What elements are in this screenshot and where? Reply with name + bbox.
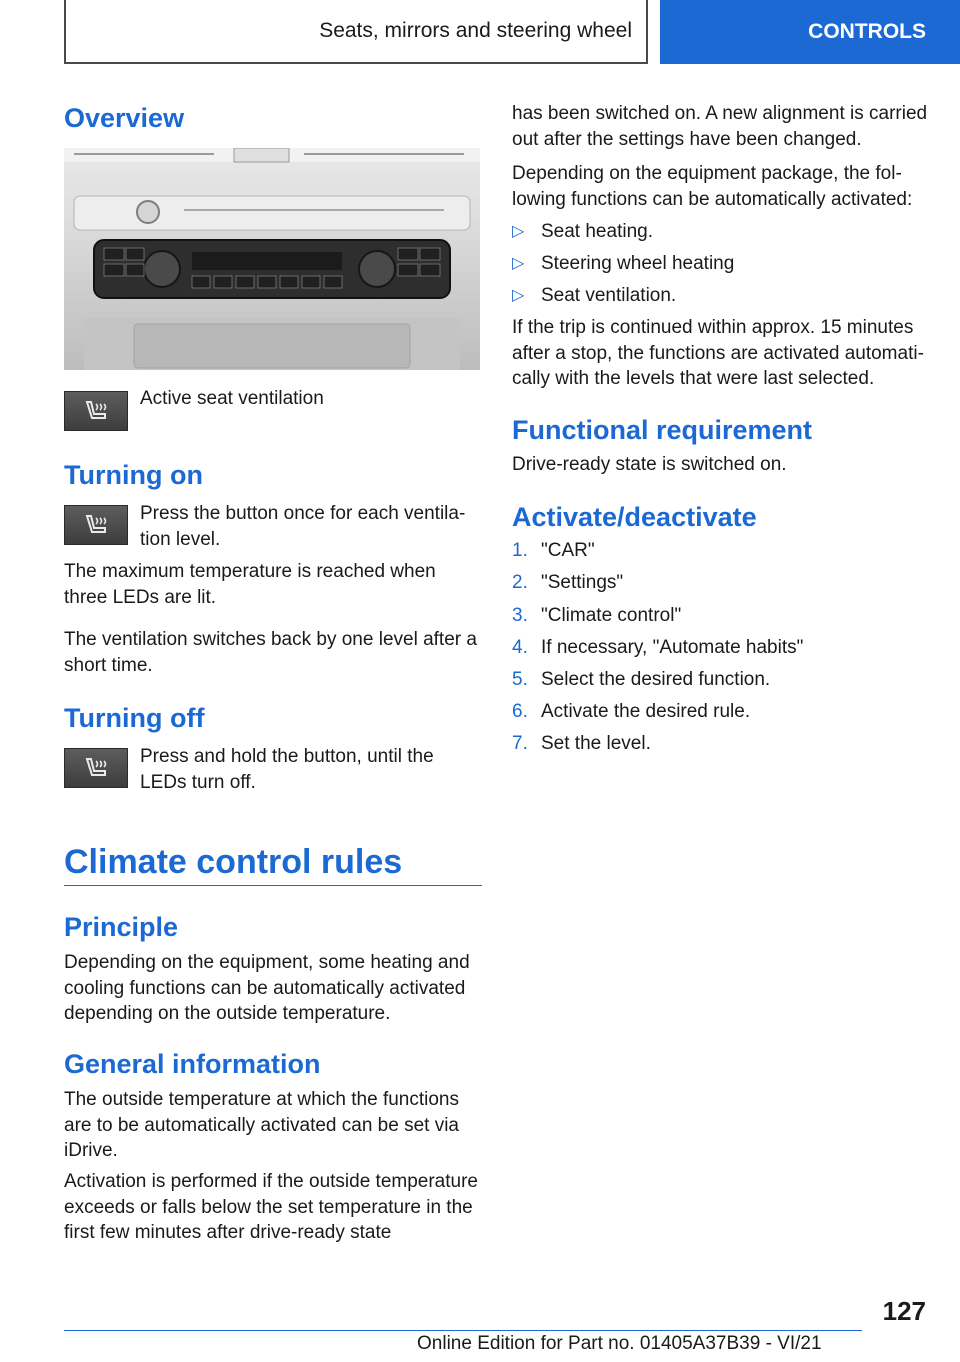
turning-off-instruction: Press and hold the button, until the LEDs turn off. (140, 746, 434, 793)
turning-on-paragraph: The ventilation switches back by one level after a short time. (64, 629, 477, 676)
activate-heading: Activate/deactivate (512, 502, 757, 532)
chapter-label: CONTROLS (808, 20, 926, 43)
chapter-tab (660, 0, 960, 64)
page-number: 127 (882, 1296, 926, 1326)
package-paragraph: Depending on the equipment package, the following functions can be automatically activated: (512, 163, 913, 210)
climate-panel-photo (64, 148, 480, 370)
principle-paragraph: Depending on the equipment, some heating and cooling functions can be automatically activated depending on the outside temperature. (64, 952, 470, 1024)
general-info-paragraph: The outside temperature at which the functions are to be automatically activated can be set via iDrive. (64, 1089, 460, 1161)
triangle-bullet-icon: ▷ (512, 255, 525, 272)
footer-rule (64, 1330, 862, 1331)
seat-ventilation-icon (81, 755, 111, 781)
icon-caption: Active seat ventilation (140, 388, 324, 409)
triangle-bullet-icon: ▷ (512, 223, 525, 240)
general-info-heading: General information (64, 1049, 321, 1079)
general-info-paragraph: Activation is performed if the outside temperature exceeds or falls below the set temperature in the first few minutes after drive-ready state (64, 1171, 478, 1243)
seat-ventilation-icon (81, 398, 111, 424)
turning-on-instruction: Press the button once for each ventilation level. (140, 503, 466, 550)
functional-requirement-text: Drive-ready state is switched on. (512, 454, 787, 475)
edition-text: Online Edition for Part no. 01405A37B39 - VI/21 (417, 1333, 822, 1354)
principle-heading: Principle (64, 912, 179, 942)
climate-rules-heading: Climate control rules (64, 843, 403, 881)
triangle-bullet-icon: ▷ (512, 287, 525, 304)
heading-rule (64, 885, 482, 886)
overview-heading: Overview (64, 103, 185, 133)
turning-off-heading: Turning off (64, 703, 205, 733)
turning-on-paragraph: The maximum temperature is reached when three LEDs are lit. (64, 561, 436, 608)
seat-ventilation-icon (81, 512, 111, 538)
running-header (64, 0, 648, 64)
turning-on-heading: Turning on (64, 460, 203, 490)
section-title: Seats, mirrors and steering wheel (319, 19, 632, 42)
functional-requirement-heading: Functional requirement (512, 415, 813, 445)
climate-panel-illustration (64, 148, 480, 370)
seat-ventilation-button-image (64, 391, 128, 431)
continued-paragraph: has been switched on. A new alignment is carried out after the settings have been changed. (512, 103, 928, 150)
seat-ventilation-button-image (64, 505, 128, 545)
trip-paragraph: If the trip is continued within approx. 15 minutes after a stop, the functions are activated automatically with the levels that were last selected. (512, 317, 924, 389)
seat-ventilation-button-image (64, 748, 128, 788)
